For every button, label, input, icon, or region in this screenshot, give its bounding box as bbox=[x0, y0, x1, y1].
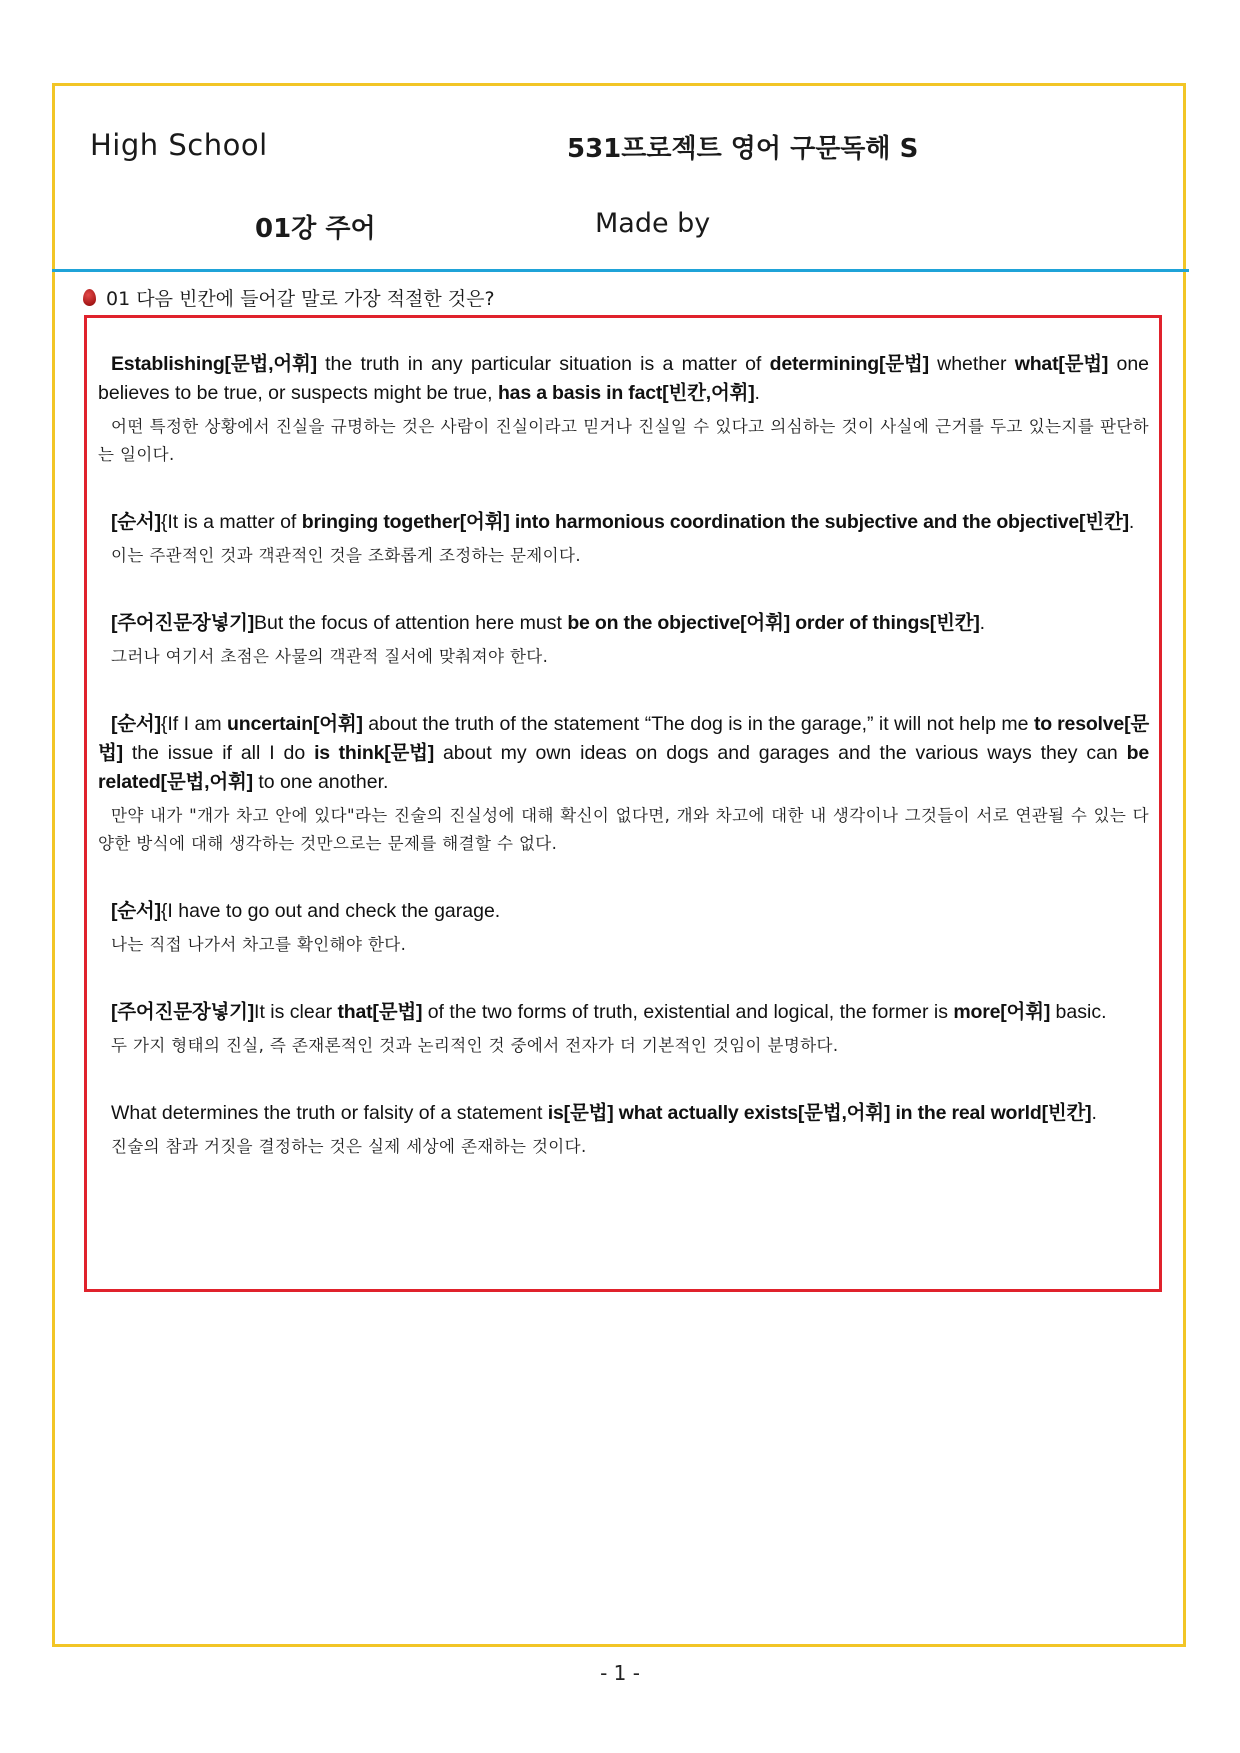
highlighted-phrase: is think[문법] bbox=[314, 742, 435, 764]
sentence-text: {If I am bbox=[160, 713, 228, 735]
lesson-title: 01강 주어 bbox=[255, 214, 376, 244]
english-sentence bbox=[98, 710, 1149, 797]
page-frame bbox=[52, 83, 1186, 1647]
highlighted-phrase: be on the objective[어휘] order of things[빈칸] bbox=[567, 612, 980, 634]
passage-paragraph bbox=[98, 998, 1149, 1060]
book-title: 531프로젝트 영어 구문독해 S bbox=[567, 134, 919, 164]
question-text: 01 다음 빈칸에 들어갈 말로 가장 적절한 것은? bbox=[106, 288, 495, 310]
highlighted-phrase: determining[문법] bbox=[769, 353, 929, 375]
highlighted-phrase: that[문법] bbox=[337, 1001, 423, 1023]
korean-translation: 두 가지 형태의 진실, 즉 존재론적인 것과 논리적인 것 중에서 전자가 더 기본적인 것임이 분명하다. bbox=[111, 1036, 839, 1055]
sentence-text: But the focus of attention here must bbox=[254, 612, 568, 634]
sentence-text: to one another. bbox=[252, 771, 389, 793]
english-sentence bbox=[98, 350, 1149, 408]
question-line bbox=[83, 284, 495, 311]
passage-paragraph bbox=[98, 897, 1149, 959]
highlighted-phrase: [주어진문장넣기] bbox=[111, 1001, 255, 1023]
english-sentence bbox=[98, 897, 1149, 926]
sentence-text: {It is a matter of bbox=[160, 511, 302, 533]
highlighted-phrase: [순서] bbox=[111, 900, 161, 922]
highlighted-phrase: has a basis in fact[빈칸,어휘] bbox=[497, 382, 755, 404]
sentence-text: It is clear bbox=[254, 1001, 338, 1023]
highlighted-phrase: [순서] bbox=[111, 511, 161, 533]
sentence-text: . bbox=[1091, 1102, 1097, 1124]
sentence-text: basic. bbox=[1050, 1001, 1107, 1023]
sentence-text: about my own ideas on dogs and garages and the various ways they can bbox=[434, 742, 1127, 764]
highlighted-phrase: [주어진문장넣기] bbox=[111, 612, 255, 634]
korean-translation: 그러나 여기서 초점은 사물의 객관적 질서에 맞춰져야 한다. bbox=[111, 647, 549, 666]
highlighted-phrase: more[어휘] bbox=[953, 1001, 1051, 1023]
passage-paragraph bbox=[98, 1099, 1149, 1161]
highlighted-phrase: is[문법] what actually exists[문법,어휘] in the real world[빈칸] bbox=[547, 1102, 1092, 1124]
sentence-text: . bbox=[754, 382, 760, 404]
school-label: High School bbox=[90, 128, 268, 162]
passage-box bbox=[84, 315, 1162, 1292]
passage-paragraph bbox=[98, 508, 1149, 570]
english-sentence bbox=[98, 998, 1149, 1027]
sentence-text: the truth in any particular situation is a matter of bbox=[316, 353, 770, 375]
korean-translation: 어떤 특정한 상황에서 진실을 규명하는 것은 사람이 진실이라고 믿거나 진실일 수 있다고 의심하는 것이 사실에 근거를 두고 있는지를 판단하는 일이다. bbox=[98, 417, 1149, 464]
made-by-label: Made by bbox=[595, 208, 711, 239]
passage-paragraph bbox=[98, 609, 1149, 671]
header-divider bbox=[52, 269, 1189, 272]
highlighted-phrase: bringing together[어휘] into harmonious coordination the subjective and the objective[빈칸] bbox=[301, 511, 1129, 533]
passage-paragraph bbox=[98, 350, 1149, 469]
korean-translation: 나는 직접 나가서 차고를 확인해야 한다. bbox=[111, 935, 407, 954]
sentence-text: the issue if all I do bbox=[122, 742, 315, 764]
passage-paragraph bbox=[98, 710, 1149, 858]
english-sentence bbox=[98, 1099, 1149, 1128]
sentence-text: whether bbox=[928, 353, 1015, 375]
sentence-text: . bbox=[979, 612, 986, 634]
english-sentence bbox=[98, 508, 1149, 537]
sentence-text: {I have to go out and check the garage. bbox=[160, 900, 501, 922]
highlighted-phrase: to resolve[문법] bbox=[98, 713, 1149, 764]
sentence-text: one believes to be true, or suspects might be true, bbox=[98, 353, 1150, 404]
sentence-text: of the two forms of truth, existential and logical, the former is bbox=[422, 1001, 954, 1023]
page-number: - 1 - bbox=[600, 1661, 640, 1685]
highlighted-phrase: be related[문법,어휘] bbox=[98, 742, 1149, 793]
highlighted-phrase: Establishing[문법,어휘] bbox=[111, 353, 317, 375]
sentence-text: . bbox=[1128, 511, 1135, 533]
sentence-text: about the truth of the statement “The dog is in the garage,” it will not help me bbox=[362, 713, 1034, 735]
korean-translation: 만약 내가 "개가 차고 안에 있다"라는 진술의 진실성에 대해 확신이 없다면, 개와 차고에 대한 내 생각이나 그것들이 서로 연관될 수 있는 다양한 방식에 대해 생각하는 것만으로는 문제를 해결할 수 없다. bbox=[98, 806, 1149, 853]
sentence-text: What determines the truth or falsity of a statement bbox=[111, 1102, 548, 1124]
english-sentence bbox=[98, 609, 1149, 638]
highlighted-phrase: [순서] bbox=[111, 713, 161, 735]
highlighted-phrase: uncertain[어휘] bbox=[227, 713, 363, 735]
highlighted-phrase: what[문법] bbox=[1014, 353, 1109, 375]
korean-translation: 이는 주관적인 것과 객관적인 것을 조화롭게 조정하는 문제이다. bbox=[111, 546, 581, 565]
red-bullet-icon bbox=[83, 289, 96, 306]
korean-translation: 진술의 참과 거짓을 결정하는 것은 실제 세상에 존재하는 것이다. bbox=[111, 1137, 587, 1156]
